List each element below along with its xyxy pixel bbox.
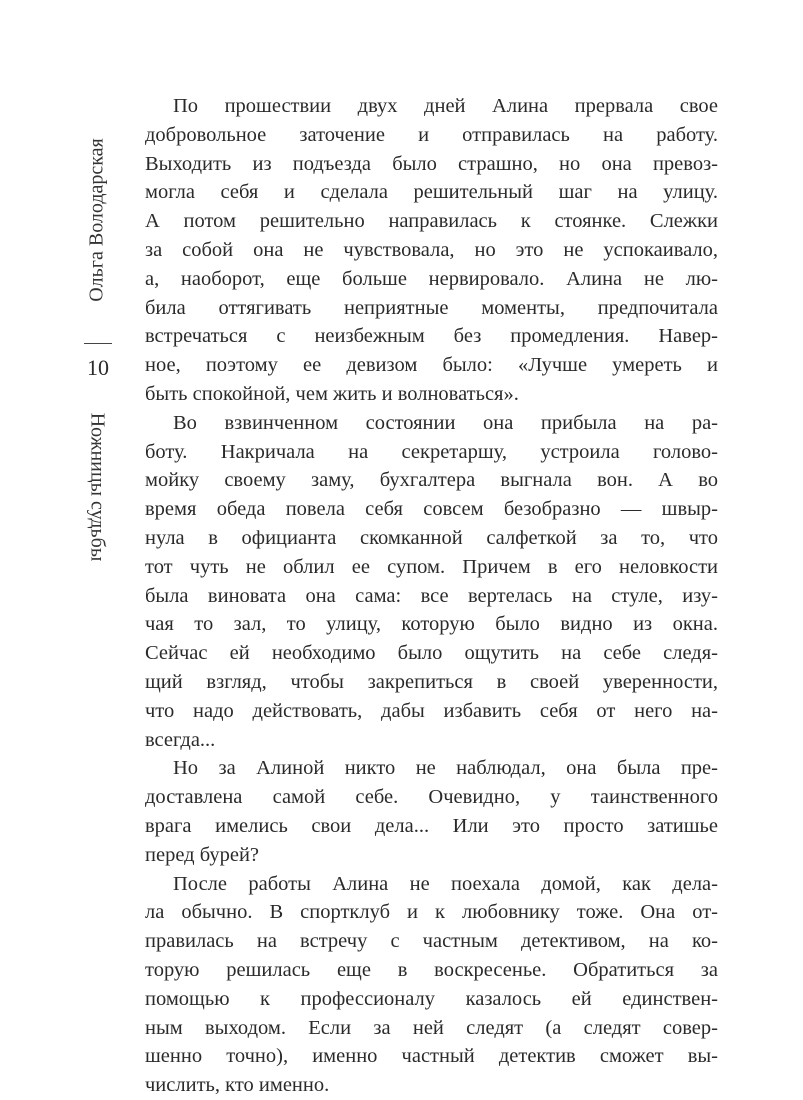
text-line: числить, кто именно. — [145, 1074, 330, 1097]
text-line: всегда... — [145, 728, 216, 751]
text-line: добровольное заточение и отправилась на работу. — [145, 123, 718, 146]
page-number: 10 — [87, 355, 109, 380]
text-line: торую решилась еще в воскресенье. Обратиться за — [145, 958, 718, 981]
text-line: доставлена самой себе. Очевидно, у таинственного — [145, 786, 718, 809]
text-line: тот чуть не облил ее супом. Причем в его неловкости — [145, 555, 718, 578]
text-line: Во взвинченном состоянии она прибыла на ра- — [173, 411, 718, 434]
running-head-divider — [84, 343, 112, 344]
running-head-book-title: Ножницы судьбы — [86, 412, 109, 562]
text-line: Но за Алиной никто не наблюдал, она была пре- — [173, 757, 718, 780]
text-line: могла себя и сделала решительный шаг на улицу. — [145, 181, 718, 204]
text-line: чая то зал, то улицу, которую было видно из окна. — [145, 613, 718, 636]
text-line: ное, поэтому ее девизом было: «Лучше умереть и — [145, 354, 718, 377]
text-line: По прошествии двух дней Алина прервала свое — [173, 95, 718, 117]
text-line: ла обычно. В спортклуб и к любовнику тоже. Она от- — [145, 901, 718, 924]
text-line: била оттягивать неприятные моменты, предпочитала — [145, 296, 718, 319]
text-line: а, наоборот, еще больше нервировало. Алина не лю- — [145, 267, 718, 290]
running-head-author: Ольга Володарская — [85, 138, 108, 302]
text-line: врага имелись свои дела... Или это просто затишье — [145, 814, 718, 837]
text-line: ным выходом. Если за ней следят (а следят совер- — [145, 1016, 718, 1039]
text-line: правилась на встречу с частным детективом, на ко- — [145, 930, 718, 953]
text-line: шенно точно), именно частный детектив сможет вы- — [145, 1045, 718, 1068]
text-line: мойку своему заму, бухгалтера выгнала вон. А во — [145, 469, 718, 492]
text-line: помощью к профессионалу казалось ей единствен- — [145, 987, 718, 1010]
text-line: быть спокойной, чем жить и волноваться». — [145, 382, 519, 405]
text-line: нула в официанта скомканной салфеткой за то, что — [145, 526, 718, 549]
text-line: за собой она не чувствовала, но это не успокаивало, — [145, 238, 718, 261]
text-line: встречаться с неизбежным без промедления. Навер- — [145, 325, 718, 348]
text-line: что надо действовать, дабы избавить себя от него на- — [145, 699, 718, 722]
body-text — [145, 92, 718, 1100]
text-line: боту. Накричала на секретаршу, устроила голово- — [145, 440, 718, 463]
text-line: Выходить из подъезда было страшно, но она превоз- — [145, 152, 718, 175]
text-line: После работы Алина не поехала домой, как дела- — [173, 872, 718, 895]
text-line: была виновата она сама: все вертелась на стуле, изу- — [145, 584, 718, 607]
text-line: щий взгляд, чтобы закрепиться в своей уверенности, — [145, 670, 718, 693]
text-line: Сейчас ей необходимо было ощутить на себе следя- — [145, 642, 718, 665]
text-line: перед бурей? — [145, 843, 260, 866]
text-line: время обеда повела себя совсем безобразно — швыр- — [145, 498, 718, 521]
text-line: А потом решительно направилась к стоянке. Слежки — [145, 210, 718, 233]
